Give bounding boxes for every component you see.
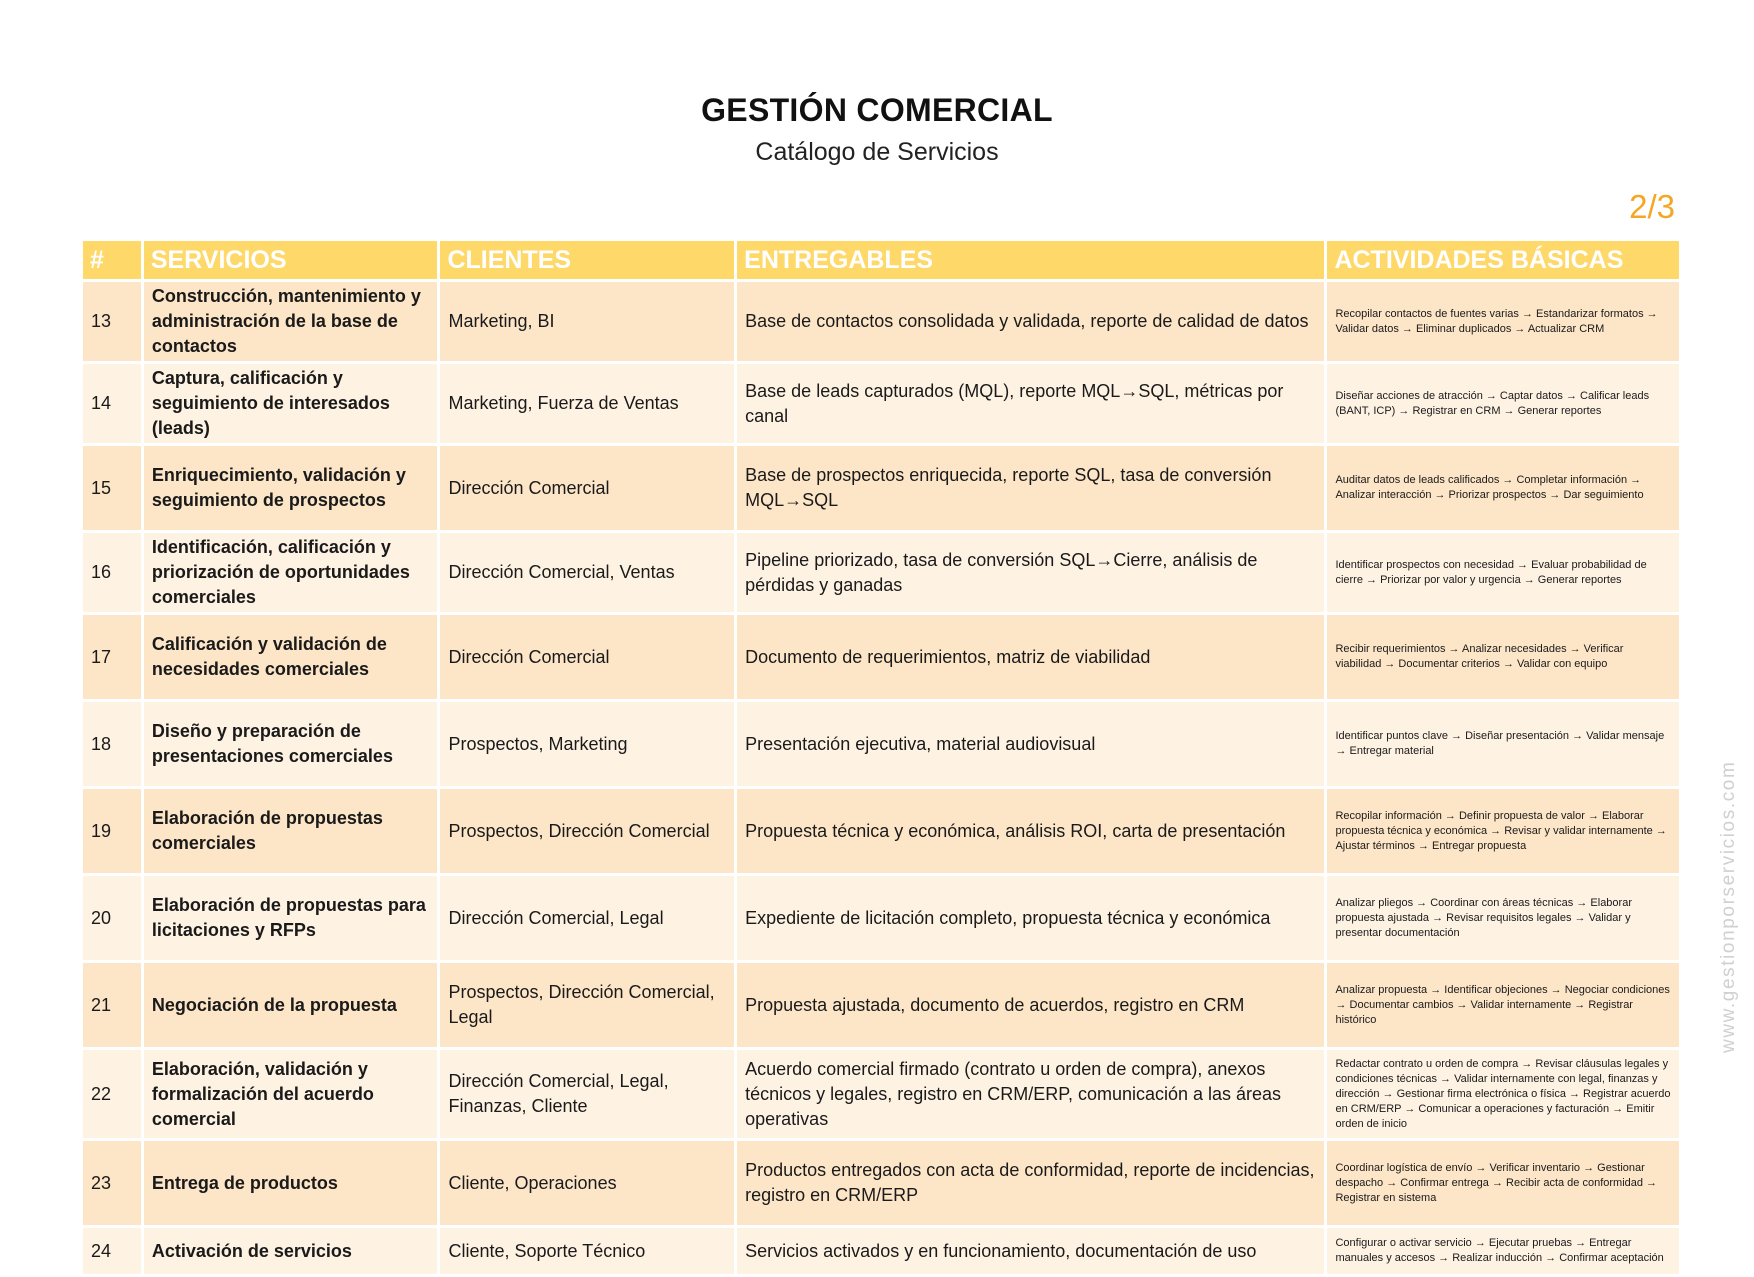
row-servicio: Calificación y validación de necesidades comerciales xyxy=(144,615,438,699)
row-number: 24 xyxy=(83,1228,141,1274)
row-actividades: Identificar puntos clave → Diseñar presentación → Validar mensaje → Entregar material xyxy=(1327,702,1679,786)
row-clientes: Dirección Comercial xyxy=(440,615,734,699)
services-table xyxy=(80,238,1682,1277)
col-header-actividades: ACTIVIDADES BÁSICAS xyxy=(1327,241,1679,279)
row-clientes: Dirección Comercial, Ventas xyxy=(440,533,734,612)
table-row xyxy=(83,615,1679,699)
row-entregables: Propuesta técnica y económica, análisis ROI, carta de presentación xyxy=(737,789,1324,873)
col-header-entregables: ENTREGABLES xyxy=(737,241,1324,279)
row-clientes: Dirección Comercial xyxy=(440,446,734,530)
table-row xyxy=(83,282,1679,361)
row-clientes: Dirección Comercial, Legal xyxy=(440,876,734,960)
watermark: www.gestionporservicios.com xyxy=(1718,760,1739,1053)
page-number: 2/3 xyxy=(1629,188,1675,225)
row-clientes: Prospectos, Dirección Comercial, Legal xyxy=(440,963,734,1047)
table-row xyxy=(83,1141,1679,1225)
row-actividades: Recopilar información → Definir propuesta de valor → Elaborar propuesta técnica y económica → Revisar y validar internamente → Ajustar términos → Entregar propuesta xyxy=(1327,789,1679,873)
row-actividades: Auditar datos de leads calificados → Completar información → Analizar interacción → Priorizar prospectos → Dar seguimiento xyxy=(1327,446,1679,530)
table-row xyxy=(83,876,1679,960)
row-actividades: Coordinar logística de envío → Verificar inventario → Gestionar despacho → Confirmar entrega → Recibir acta de conformidad → Registrar en sistema xyxy=(1327,1141,1679,1225)
table-row xyxy=(83,533,1679,612)
row-servicio: Identificación, calificación y priorización de oportunidades comerciales xyxy=(144,533,438,612)
row-number: 18 xyxy=(83,702,141,786)
row-entregables: Servicios activados y en funcionamiento, documentación de uso xyxy=(737,1228,1324,1274)
row-number: 19 xyxy=(83,789,141,873)
row-number: 17 xyxy=(83,615,141,699)
row-servicio: Elaboración de propuestas para licitaciones y RFPs xyxy=(144,876,438,960)
row-actividades: Analizar propuesta → Identificar objeciones → Negociar condiciones → Documentar cambios → Validar internamente → Registrar histórico xyxy=(1327,963,1679,1047)
row-clientes: Dirección Comercial, Legal, Finanzas, Cliente xyxy=(440,1050,734,1138)
page-title: GESTIÓN COMERCIAL xyxy=(701,92,1053,128)
row-servicio: Captura, calificación y seguimiento de interesados (leads) xyxy=(144,364,438,443)
col-header-clientes: CLIENTES xyxy=(440,241,734,279)
table-row xyxy=(83,789,1679,873)
row-entregables: Pipeline priorizado, tasa de conversión SQL→Cierre, análisis de pérdidas y ganadas xyxy=(737,533,1324,612)
table-row xyxy=(83,1228,1679,1274)
col-header-servicios: SERVICIOS xyxy=(144,241,438,279)
row-entregables: Base de contactos consolidada y validada, reporte de calidad de datos xyxy=(737,282,1324,361)
table-row xyxy=(83,963,1679,1047)
row-entregables: Presentación ejecutiva, material audiovisual xyxy=(737,702,1324,786)
row-number: 15 xyxy=(83,446,141,530)
row-entregables: Expediente de licitación completo, propuesta técnica y económica xyxy=(737,876,1324,960)
row-servicio: Diseño y preparación de presentaciones comerciales xyxy=(144,702,438,786)
row-number: 22 xyxy=(83,1050,141,1138)
row-entregables: Documento de requerimientos, matriz de viabilidad xyxy=(737,615,1324,699)
row-entregables: Base de leads capturados (MQL), reporte MQL→SQL, métricas por canal xyxy=(737,364,1324,443)
row-servicio: Construcción, mantenimiento y administración de la base de contactos xyxy=(144,282,438,361)
page-subtitle: Catálogo de Servicios xyxy=(755,138,999,166)
row-servicio: Activación de servicios xyxy=(144,1228,438,1274)
row-clientes: Marketing, Fuerza de Ventas xyxy=(440,364,734,443)
row-actividades: Recopilar contactos de fuentes varias → Estandarizar formatos → Validar datos → Eliminar duplicados → Actualizar CRM xyxy=(1327,282,1679,361)
row-number: 20 xyxy=(83,876,141,960)
table-row xyxy=(83,1050,1679,1138)
row-servicio: Negociación de la propuesta xyxy=(144,963,438,1047)
table-header-row xyxy=(83,241,1679,279)
table-row xyxy=(83,446,1679,530)
table-row xyxy=(83,364,1679,443)
col-header-number: # xyxy=(83,241,141,279)
row-entregables: Productos entregados con acta de conformidad, reporte de incidencias, registro en CRM/ERP xyxy=(737,1141,1324,1225)
row-clientes: Marketing, BI xyxy=(440,282,734,361)
row-number: 21 xyxy=(83,963,141,1047)
row-entregables: Acuerdo comercial firmado (contrato u orden de compra), anexos técnicos y legales, registro en CRM/ERP, comunicación a las áreas operativas xyxy=(737,1050,1324,1138)
table-row xyxy=(83,702,1679,786)
row-entregables: Base de prospectos enriquecida, reporte SQL, tasa de conversión MQL→SQL xyxy=(737,446,1324,530)
row-actividades: Identificar prospectos con necesidad → Evaluar probabilidad de cierre → Priorizar por valor y urgencia → Generar reportes xyxy=(1327,533,1679,612)
row-clientes: Cliente, Soporte Técnico xyxy=(440,1228,734,1274)
row-servicio: Entrega de productos xyxy=(144,1141,438,1225)
row-servicio: Elaboración, validación y formalización del acuerdo comercial xyxy=(144,1050,438,1138)
row-actividades: Diseñar acciones de atracción → Captar datos → Calificar leads (BANT, ICP) → Registrar en CRM → Generar reportes xyxy=(1327,364,1679,443)
row-number: 23 xyxy=(83,1141,141,1225)
row-clientes: Prospectos, Marketing xyxy=(440,702,734,786)
row-number: 16 xyxy=(83,533,141,612)
row-servicio: Elaboración de propuestas comerciales xyxy=(144,789,438,873)
row-number: 14 xyxy=(83,364,141,443)
row-servicio: Enriquecimiento, validación y seguimiento de prospectos xyxy=(144,446,438,530)
row-actividades: Redactar contrato u orden de compra → Revisar cláusulas legales y condiciones técnicas → Validar internamente con legal, finanzas y dirección → Gestionar firma electrónica o física → Registrar acuerdo en CRM/ERP → Comunicar a operaciones y facturación → Emitir orden de inicio xyxy=(1327,1050,1679,1138)
row-entregables: Propuesta ajustada, documento de acuerdos, registro en CRM xyxy=(737,963,1324,1047)
row-clientes: Cliente, Operaciones xyxy=(440,1141,734,1225)
row-actividades: Recibir requerimientos → Analizar necesidades → Verificar viabilidad → Documentar criterios → Validar con equipo xyxy=(1327,615,1679,699)
row-clientes: Prospectos, Dirección Comercial xyxy=(440,789,734,873)
row-actividades: Analizar pliegos → Coordinar con áreas técnicas → Elaborar propuesta ajustada → Revisar requisitos legales → Validar y presentar documentación xyxy=(1327,876,1679,960)
row-actividades: Configurar o activar servicio → Ejecutar pruebas → Entregar manuales y accesos → Realizar inducción → Confirmar aceptación xyxy=(1327,1228,1679,1274)
row-number: 13 xyxy=(83,282,141,361)
